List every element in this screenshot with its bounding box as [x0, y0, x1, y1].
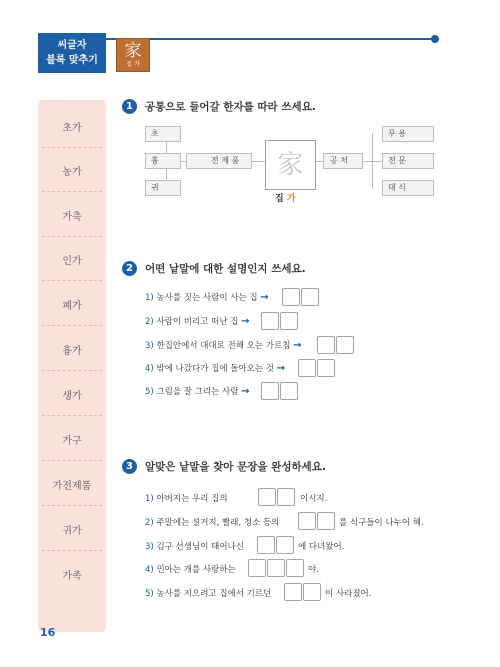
answer-box[interactable]: [303, 583, 321, 601]
sidebar-divider: [42, 147, 102, 148]
question-number: 2): [145, 518, 154, 528]
sidebar-item: 가구: [62, 436, 82, 447]
center-label-orange: 가: [286, 194, 296, 204]
question-number: 4): [145, 565, 154, 575]
sidebar-divider: [42, 550, 102, 551]
arrow-icon: →: [241, 316, 250, 327]
arrow-icon: →: [260, 292, 269, 303]
arrow-icon: →: [241, 386, 250, 397]
answer-box[interactable]: [282, 288, 300, 306]
sidebar-item: 초가: [62, 123, 82, 134]
question-text: 주말에는 설거지, 빨래, 청소 등의: [156, 518, 280, 528]
question-number: 1): [145, 494, 154, 504]
question-2-5: [145, 385, 250, 397]
word-box-center-right: 공 처: [323, 153, 363, 169]
question-2-3: [145, 339, 302, 351]
question-text: 김구 선생님이 태어나신: [156, 542, 244, 552]
connector-line: [372, 133, 373, 189]
sidebar-item: 인가: [62, 256, 82, 267]
question-number: 3): [145, 542, 154, 552]
answer-box[interactable]: [261, 312, 279, 330]
section-title-2: 어떤 낱말에 대한 설명인지 쓰세요.: [145, 263, 306, 275]
sidebar-item: 귀가: [62, 526, 82, 537]
sidebar-item: 폐가: [62, 301, 82, 312]
sidebar-divider: [42, 236, 102, 237]
question-text: 농사를 짓는 사람이 사는 집: [156, 293, 258, 303]
center-label: [275, 191, 296, 204]
question-text: 한집안에서 대대로 전해 오는 가르침: [156, 341, 291, 351]
word-box-left: 흉: [145, 153, 181, 169]
question-3-1-after: 이시지.: [300, 494, 328, 504]
hanja-reading: 집 가: [126, 61, 140, 68]
sidebar-divider: [42, 280, 102, 281]
word-box-right: 대 식: [382, 180, 434, 196]
sidebar-divider: [42, 191, 102, 192]
answer-box[interactable]: [280, 312, 298, 330]
word-box-right: 전 문: [382, 153, 434, 169]
arrow-icon: →: [276, 363, 286, 374]
question-number: 5): [145, 387, 154, 397]
answer-box[interactable]: [301, 288, 319, 306]
question-text: 그림을 잘 그리는 사람: [156, 387, 239, 397]
section-number-1: 1: [122, 99, 137, 114]
page-number: 16: [40, 626, 56, 639]
word-box-middle: 전 제 품: [186, 153, 252, 169]
question-3-2-after: 를 식구들이 나누어 해.: [339, 518, 424, 528]
word-box-left: 초: [145, 126, 181, 142]
hanja-badge: [116, 38, 150, 72]
question-number: 4): [145, 364, 154, 374]
section-title-3: 알맞은 낱말을 찾아 문장을 완성하세요.: [145, 461, 326, 473]
word-box-left: 귀: [145, 180, 181, 196]
answer-box[interactable]: [284, 583, 302, 601]
connector-line: [252, 161, 266, 162]
question-number: 1): [145, 293, 154, 303]
sidebar-item: 가축: [62, 212, 82, 223]
question-3-3-after: 에 다녀왔어.: [298, 542, 345, 552]
question-3-2-before: [145, 516, 279, 528]
answer-box[interactable]: [280, 382, 298, 400]
header-rule-dot: [431, 35, 439, 43]
hanja-char: 家: [124, 41, 142, 61]
word-sidebar: [38, 100, 106, 632]
question-text: 밖에 나갔다가 집에 돌아오는 것: [156, 364, 274, 374]
answer-box[interactable]: [317, 512, 335, 530]
sidebar-divider: [42, 505, 102, 506]
sidebar-item: 가족: [62, 571, 82, 582]
lesson-tab-line2: 블록 맞추기: [46, 55, 98, 66]
answer-box[interactable]: [276, 536, 294, 554]
question-2-4: [145, 362, 285, 374]
sidebar-divider: [42, 415, 102, 416]
question-number: 5): [145, 589, 154, 599]
answer-box[interactable]: [336, 336, 354, 354]
section-number-2: 2: [122, 261, 137, 276]
question-2-1: [145, 291, 269, 303]
answer-box[interactable]: [258, 488, 276, 506]
lesson-tab: [38, 33, 106, 73]
word-box-right: 무 용: [382, 126, 434, 142]
question-3-4-after: 야.: [308, 565, 319, 575]
answer-box[interactable]: [317, 359, 335, 377]
question-text: 사람이 비리고 떠난 집: [156, 317, 239, 327]
lesson-tab-line1: 씨글자: [57, 40, 87, 51]
question-text: 민아는 개를 사랑하는: [156, 565, 236, 575]
answer-box[interactable]: [317, 336, 335, 354]
answer-box[interactable]: [277, 488, 295, 506]
question-3-1-before: [145, 492, 228, 504]
arrow-icon: →: [293, 340, 302, 351]
question-2-2: [145, 315, 250, 327]
sidebar-divider: [42, 460, 102, 461]
sidebar-divider: [42, 370, 102, 371]
answer-box[interactable]: [248, 559, 266, 577]
sidebar-item: 가전제품: [52, 481, 92, 492]
question-3-5-after: 이 사라졌어.: [325, 589, 372, 599]
answer-box[interactable]: [286, 559, 304, 577]
answer-box[interactable]: [298, 359, 316, 377]
question-3-4-before: [145, 563, 236, 575]
sidebar-item: 흉가: [62, 346, 82, 357]
answer-box[interactable]: [257, 536, 275, 554]
sidebar-item: 농가: [62, 167, 82, 178]
sidebar-item: 생가: [62, 391, 82, 402]
section-title-1: 공통으로 들어갈 한자를 따라 쓰세요.: [145, 101, 316, 113]
center-label-black: 집: [275, 194, 284, 204]
sidebar-divider: [42, 325, 102, 326]
question-number: 2): [145, 317, 154, 327]
header-rule: [106, 38, 434, 40]
question-text: 농사를 지으려고 집에서 기르던: [156, 589, 272, 599]
question-number: 3): [145, 341, 154, 351]
answer-box[interactable]: [261, 382, 279, 400]
answer-box[interactable]: [267, 559, 285, 577]
question-text: 아버지는 우리 집의: [156, 494, 228, 504]
section-number-3: 3: [122, 459, 137, 474]
question-3-5-before: [145, 587, 271, 599]
question-3-3-before: [145, 540, 244, 552]
center-hanja-box: 家: [265, 140, 316, 190]
connector-line: [315, 161, 323, 162]
answer-box[interactable]: [298, 512, 316, 530]
